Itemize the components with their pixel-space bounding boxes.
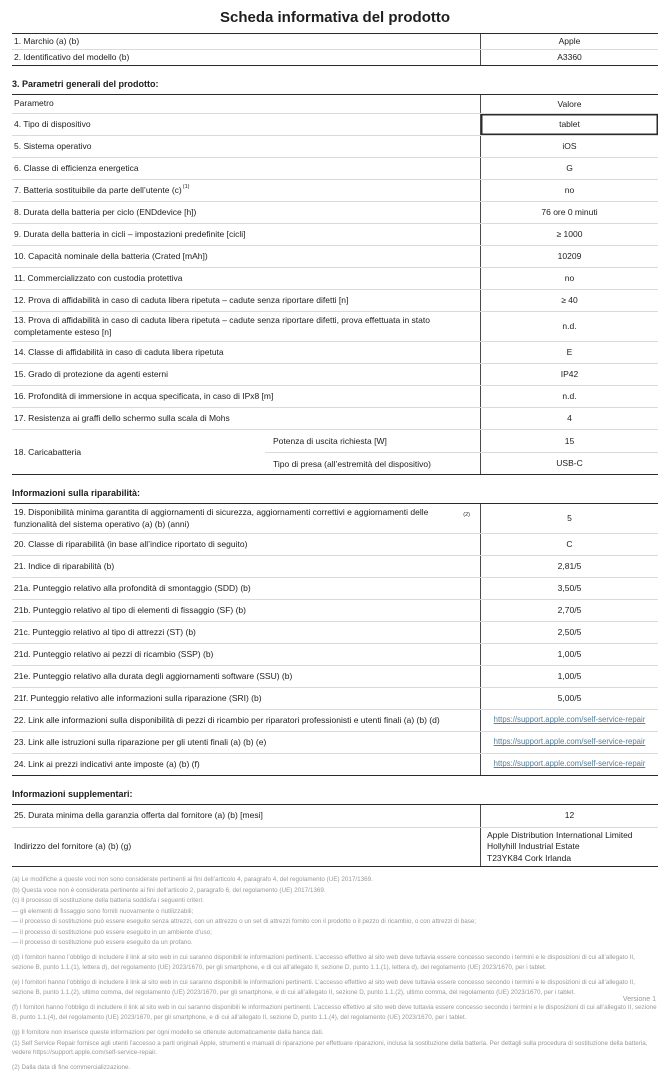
table-row [12, 621, 658, 643]
table-row [12, 289, 658, 311]
param-value: 5 [480, 504, 658, 533]
footnote: (b) Questa voce non è considerata pertinente ai fini dell’articolo 2, paragrafo 6, del regolamento (UE) 2017/1369. [12, 886, 326, 894]
param-value: 2,70/5 [480, 600, 658, 621]
supplier-address-line: Apple Distribution International Limited [487, 829, 633, 840]
param-value: n.d. [480, 312, 658, 341]
param-value: USB-C [480, 453, 658, 474]
param-value: no [480, 180, 658, 201]
param-label: 10. Capacità nominale della batteria (Crated [mAh]) [14, 250, 208, 261]
param-label: 14. Classe di affidabilità in caso di caduta libera ripetuta [14, 346, 224, 357]
table-row [12, 179, 658, 201]
param-value: n.d. [480, 386, 658, 407]
param-label: 8. Durata della batteria per ciclo (ENDdevice [h]) [14, 206, 197, 217]
table-row [12, 49, 658, 65]
table-row [12, 753, 658, 775]
param-label: 12. Prova di affidabilità in caso di caduta libera ripetuta – cadute senza riportare difetti [n] [14, 294, 349, 305]
param-value: 4 [480, 408, 658, 429]
charger-subrow [265, 430, 658, 452]
repair-instructions-link[interactable]: https://support.apple.com/self-service-repair [493, 737, 646, 747]
param-label: 4. Tipo di dispositivo [14, 118, 91, 129]
subparam-label: Tipo di presa (all’estremità del dispositivo) [273, 458, 431, 469]
footnote: (d) I fornitori hanno l’obbligo di includere il link al sito web in cui saranno disponibili le informazioni pertinenti. L’accesso effettivo al sito web deve tuttavia essere concesso secondo i termini e le disposizioni di cui all’allegato II, sezione B, punto 1.1.(1), lettera d), del regolamento (UE) 2023/1670, per gli smartphone, e di cui all’allegato II, sezione D, punto 1.1.(1), lettera d), del regolamento (UE) 2023/1670, per i tablet. [12, 954, 635, 971]
footnote-ref: (2) [463, 511, 470, 518]
table-row [12, 363, 658, 385]
param-value: iOS [480, 136, 658, 157]
table-row [12, 135, 658, 157]
footnote: (g) Il fornitore non inserisce queste informazioni per ogni modello se ottenute automaticamente dalla banca dati. [12, 1029, 324, 1037]
table-row [12, 709, 658, 731]
section-heading-repairability: Informazioni sulla riparabilità: [12, 488, 141, 499]
table-row [12, 113, 658, 135]
supplier-address-line: T23YK84 Cork Irlanda [487, 852, 572, 863]
table-row [12, 385, 658, 407]
param-value-highlighted: tablet [480, 114, 658, 135]
param-value: 12 [480, 805, 658, 827]
table-row [12, 201, 658, 223]
param-value: 2,81/5 [480, 556, 658, 577]
footnote-criterion: — il processo di sostituzione può essere eseguito senza attrezzi, con un attrezzo o un set di attrezzi fornito con il prodotto o il pezzo di ricambio, o con attrezzi di base; [12, 918, 477, 926]
table-row-supplier [12, 827, 658, 866]
param-label: 15. Grado di protezione da agenti esterni [14, 368, 169, 379]
footnote-criterion: — il processo di sostituzione può essere eseguito in un ambiente d’uso; [12, 928, 212, 936]
param-label: 17. Resistenza ai graffi dello schermo sulla scala di Mohs [14, 412, 230, 423]
section-heading-general: 3. Parametri generali del prodotto: [12, 79, 159, 90]
table-row-charger [12, 429, 658, 474]
footnote: (1) Self Service Repair fornisce agli utenti l’accesso a parti originali Apple, strumenti e manuali di riparazione per effettuare riparazioni, inclusa la sostituzione della batteria. Per dettagli sulla procedura di sostituzione della batteria, vedere https://support.apple.com/self-service-repair. [12, 1039, 648, 1056]
table-header-row [12, 95, 658, 113]
param-value: 1,00/5 [480, 666, 658, 687]
param-value: 2,50/5 [480, 622, 658, 643]
param-value: no [480, 268, 658, 289]
table-row [12, 504, 658, 533]
footnote: (e) I fornitori hanno l’obbligo di includere il link al sito web in cui saranno disponibili le informazioni pertinenti. L’accesso effettivo al sito web deve tuttavia essere concesso secondo i termini e le disposizioni di cui all’allegato II, sezione B, punto 1.1.(2), ultimo comma, del regolamento (UE) 2023/1670, per gli smartphone, e di cui all’allegato II, sezione D, punto 1.1.(2), ultimo comma, del regolamento (UE) 2023/1670, per i tablet. [12, 979, 635, 996]
param-label: 16. Profondità di immersione in acqua specificata, in caso di IPx8 [m] [14, 390, 274, 401]
supplementary-table [12, 804, 658, 867]
param-value [480, 710, 658, 731]
param-value: 76 ore 0 minuti [480, 202, 658, 223]
param-label: Indirizzo del fornitore (a) (b) (g) [14, 841, 132, 852]
param-label: 9. Durata della batteria in cicli – impostazioni predefinite [cicli] [14, 228, 246, 239]
indicative-prices-link[interactable]: https://support.apple.com/self-service-repair [493, 759, 646, 769]
version-label: Versione 1 [622, 996, 656, 1003]
subparam-label: Potenza di uscita richiesta [W] [273, 436, 387, 447]
param-label: 11. Commercializzato con custodia protettiva [14, 272, 183, 283]
param-label: 7. Batteria sostituibile da parte dell’utente (c) $^{(1)}$ [14, 183, 190, 195]
footnote-ref: (1) [182, 183, 190, 190]
param-value: 10209 [480, 246, 658, 267]
table-row [12, 157, 658, 179]
param-label: 19. Disponibilità minima garantita di aggiornamenti di sicurezza, aggiornamenti correttivi e aggiornamenti delle funzionalità del sistema operativo (a) (b) (anni) $^{(2)}$ [14, 507, 470, 529]
repairability-table [12, 503, 658, 776]
param-label: 22. Link alle informazioni sulla disponibilità di pezzi di ricambio per riparatori professionisti e utenti finali (a) (b) (d) [14, 714, 440, 725]
param-label: 1. Marchio (a) (b) [14, 35, 80, 46]
general-parameters-table [12, 94, 658, 475]
page-title: Scheda informativa del prodotto [219, 9, 451, 26]
table-row [12, 245, 658, 267]
column-header-param: Parametro [14, 98, 54, 109]
param-label: 21a. Punteggio relativo alla profondità di smontaggio (SDD) (b) [14, 582, 251, 593]
table-row [12, 341, 658, 363]
charger-subrow [265, 452, 658, 474]
param-value: 5,00/5 [480, 688, 658, 709]
table-row [12, 407, 658, 429]
footnote: (a) Le modifiche a queste voci non sono considerate pertinenti ai fini dell’articolo 4, paragrafo 4, del regolamento (UE) 2017/1369. [12, 876, 373, 884]
param-label: 2. Identificativo del modello (b) [14, 51, 130, 62]
param-value: G [480, 158, 658, 179]
table-row [12, 687, 658, 709]
supplier-address-line: Hollyhill Industrial Estate [487, 841, 580, 852]
table-row [12, 805, 658, 827]
param-value: ≥ 1000 [480, 224, 658, 245]
param-value: C [480, 534, 658, 555]
product-info-sheet [0, 9, 670, 1072]
param-label: 18. Caricabatteria [14, 447, 82, 458]
param-label: 21. Indice di riparabilità (b) [14, 560, 115, 571]
param-value: A3360 [480, 50, 658, 65]
param-label: 21e. Punteggio relativo alla durata degli aggiornamenti software (SSU) (b) [14, 670, 293, 681]
param-value: ≥ 40 [480, 290, 658, 311]
table-row [12, 267, 658, 289]
param-value [480, 754, 658, 775]
param-value: 3,50/5 [480, 578, 658, 599]
charger-subrows [265, 430, 658, 474]
table-row [12, 223, 658, 245]
section-heading-supplementary: Informazioni supplementari: [12, 788, 133, 799]
param-label: 25. Durata minima della garanzia offerta dal fornitore (a) (b) [mesi] [14, 810, 263, 821]
param-label: 5. Sistema operativo [14, 140, 92, 151]
param-label: 21b. Punteggio relativo al tipo di elementi di fissaggio (SF) (b) [14, 604, 246, 615]
param-value [480, 732, 658, 753]
param-label: 21c. Punteggio relativo al tipo di attrezzi (ST) (b) [14, 626, 196, 637]
footnote: (f) I fornitori hanno l’obbligo di includere il link al sito web in cui saranno disponibili le informazioni pertinenti. L’accesso effettivo al sito web deve tuttavia essere concesso secondo i termini e le disposizioni di cui all’allegato II, sezione B, punto 1.1.(4), del regolamento (UE) 2023/1670, per gli smartphone, e di cui all’allegato II, sezione D, punto 1.1.(4), del regolamento (UE) 2023/1670, per i tablet. [12, 1004, 657, 1021]
param-label: 21f. Punteggio relativo alle informazioni sulla riparazione (SRI) (b) [14, 692, 262, 703]
footnote-criterion: — gli elementi di fissaggio sono forniti nuovamente o riutilizzabili; [12, 907, 194, 915]
table-row [12, 665, 658, 687]
param-label: 21d. Punteggio relativo ai pezzi di ricambio (SSP) (b) [14, 648, 214, 659]
footnotes [12, 875, 658, 1072]
param-label: 24. Link ai prezzi indicativi ante imposte (a) (b) (f) [14, 758, 200, 769]
table-row [12, 577, 658, 599]
column-header-value: Valore [480, 95, 658, 113]
spare-parts-link[interactable]: https://support.apple.com/self-service-repair [493, 715, 646, 725]
table-row [12, 555, 658, 577]
param-value: 15 [480, 430, 658, 452]
param-value: Apple [480, 34, 658, 49]
param-value: 1,00/5 [480, 644, 658, 665]
footnote: (2) Dalla data di fine commercializzazione. [12, 1064, 131, 1072]
supplier-address [480, 828, 658, 866]
table-row [12, 311, 658, 341]
param-label: 20. Classe di riparabilità (in base all’indice riportato di seguito) [14, 538, 248, 549]
param-value: IP42 [480, 364, 658, 385]
param-label: 23. Link alle istruzioni sulla riparazione per gli utenti finali (a) (b) (e) [14, 736, 267, 747]
footnote: (c) Il processo di sostituzione della batteria soddisfa i seguenti criteri: [12, 897, 204, 905]
table-row [12, 533, 658, 555]
footnote-criterion: — il processo di sostituzione può essere eseguito da un profano. [12, 939, 193, 946]
table-row [12, 731, 658, 753]
param-label: 13. Prova di affidabilità in caso di caduta libera ripetuta – cadute senza riportare difetti, prova effettuata in stato completamente esteso [n] [14, 315, 430, 337]
param-value: E [480, 342, 658, 363]
table-row [12, 34, 658, 49]
table-row [12, 599, 658, 621]
identification-table [12, 33, 658, 66]
table-row [12, 643, 658, 665]
param-label: 6. Classe di efficienza energetica [14, 162, 139, 173]
